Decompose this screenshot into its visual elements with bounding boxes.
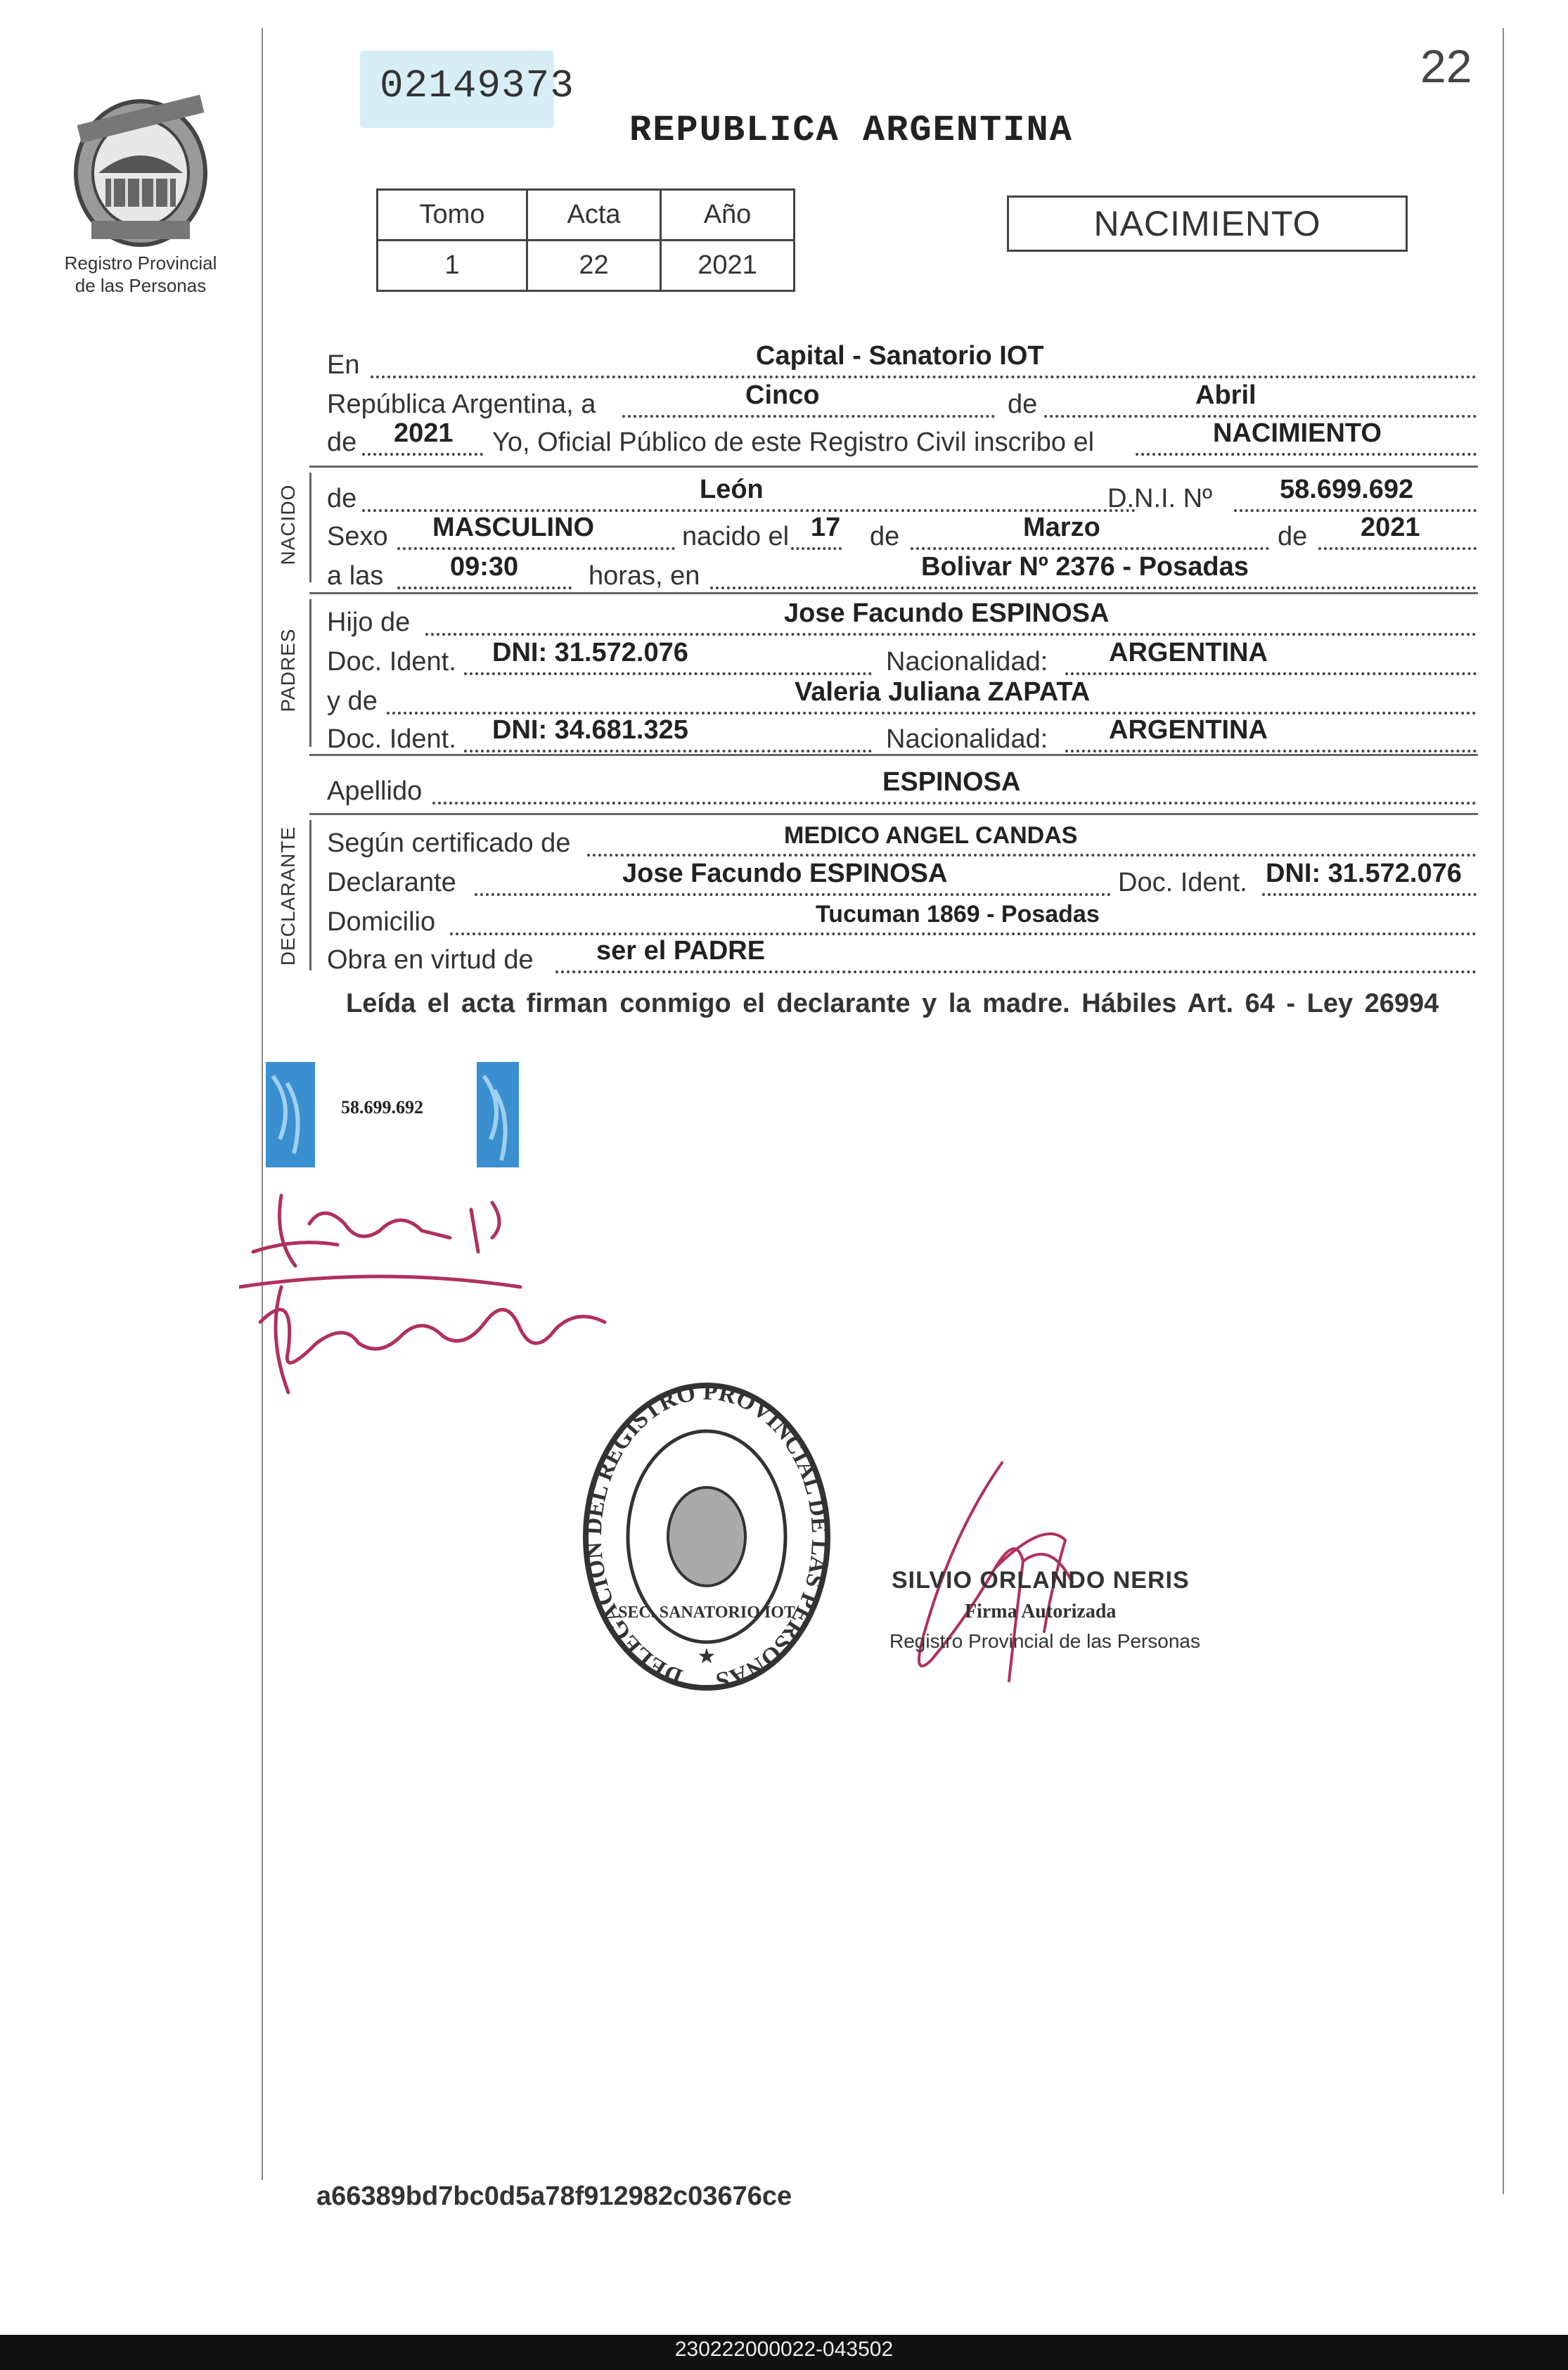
row-acting-as [327, 936, 1477, 975]
label-declarante: Declarante [327, 868, 456, 897]
value-father-nationality: ARGENTINA [1109, 638, 1268, 667]
label-dni-no: D.N.I. Nº [1107, 484, 1212, 513]
row-mother [327, 677, 1477, 716]
label-de-birth-month: de [870, 522, 900, 551]
svg-text:SEC. SANATORIO IOT: SEC. SANATORIO IOT [618, 1603, 795, 1622]
row-sex-birthdate [327, 513, 1477, 551]
record-reference-table [376, 188, 795, 292]
svg-text:★: ★ [697, 1645, 716, 1668]
label-domicilio: Domicilio [327, 907, 436, 937]
value-place: Capital - Sanatorio IOT [756, 341, 1044, 371]
label-nacionalidad-mother: Nacionalidad: [886, 724, 1048, 754]
value-birth-time: 09:30 [450, 552, 519, 582]
acta-value: 22 [527, 241, 661, 291]
value-address: Tucuman 1869 - Posadas [816, 901, 1100, 928]
label-segun-certificado: Según certificado de [327, 828, 571, 858]
authority-title: Firma Autorizada [965, 1601, 1117, 1622]
padres-bar [309, 599, 311, 747]
value-birth-day: 17 [811, 513, 841, 542]
row-declarant [327, 859, 1477, 897]
side-label-padres: PADRES [277, 628, 299, 712]
label-doc-ident-declarant: Doc. Ident. [1118, 868, 1247, 897]
serial-number: 02149373 [380, 63, 574, 108]
record-type-box: NACIMIENTO [1007, 196, 1408, 252]
value-birth-year: 2021 [1361, 513, 1420, 542]
separator-2 [309, 592, 1478, 594]
value-sex: MASCULINO [432, 513, 595, 542]
row-name [327, 475, 1477, 513]
row-father [327, 598, 1477, 637]
value-act-type: NACIMIENTO [1213, 418, 1382, 448]
declarante-bar [309, 820, 311, 971]
separator-1 [309, 466, 1478, 468]
value-father-doc: DNI: 31.572.076 [492, 638, 688, 667]
row-address [327, 902, 1477, 937]
label-y-de: y de [327, 686, 378, 716]
side-label-declarante: DECLARANTE [277, 826, 299, 966]
label-doc-ident-father: Doc. Ident. [327, 647, 456, 677]
ano-value: 2021 [661, 241, 795, 291]
row-surname [327, 767, 1477, 806]
page-number: 22 [1420, 40, 1472, 92]
row-year [327, 418, 1477, 457]
label-horas-en: horas, en [589, 561, 700, 591]
label-republica: República Argentina, a [327, 390, 596, 419]
footer-code: 230222000022-043502 [674, 2338, 894, 2361]
value-birth-place: Bolivar Nº 2376 - Posadas [921, 552, 1249, 582]
registry-name: Registro Provincial de las Personas [64, 252, 217, 296]
country-title: REPUBLICA ARGENTINA [629, 110, 1073, 151]
svg-text:DELEGACION DEL REGISTRO PROVIN: DELEGACION DEL REGISTRO PROVINCIAL DE LAS PERSONAS [580, 1378, 833, 1694]
label-en: En [327, 350, 360, 380]
side-label-nacido: NACIDO [277, 484, 299, 565]
label-apellido: Apellido [327, 776, 423, 806]
label-de-year: de [327, 428, 357, 457]
misiones-emblem-logo [63, 89, 218, 250]
declarant-mother-signatures [239, 1181, 633, 1414]
document-hash: a66389bd7bc0d5a78f912982c03676ce [316, 2182, 792, 2211]
value-name: León [700, 475, 764, 504]
authority-org: Registro Provincial de las Personas [889, 1630, 1200, 1652]
row-place [327, 341, 1477, 380]
nacido-bar [309, 473, 311, 582]
value-acting-as: ser el PADRE [596, 936, 766, 966]
left-margin-line [262, 28, 263, 2180]
label-de-name: de [327, 484, 357, 513]
label-nacido-el: nacido el [682, 522, 790, 551]
value-certificate-by: MEDICO ANGEL CANDAS [784, 822, 1078, 849]
value-year: 2021 [394, 418, 454, 448]
label-hijo-de: Hijo de [327, 608, 411, 637]
label-de-birth-year: de [1278, 522, 1308, 551]
ano-header: Año [661, 190, 795, 241]
label-yo-oficial: Yo, Oficial Público de este Registro Civil inscribo el [492, 428, 1095, 457]
row-father-doc [327, 638, 1477, 677]
registry-stamp [580, 1378, 833, 1695]
label-doc-ident-mother: Doc. Ident. [327, 724, 456, 754]
closing-statement: Leída el acta firman conmigo el declarante y la madre. Hábiles Art. 64 - Ley 26994 [346, 989, 1439, 1018]
value-surname: ESPINOSA [882, 767, 1021, 797]
separator-3 [309, 754, 1478, 756]
authority-name: SILVIO ORLANDO NERIS [892, 1567, 1190, 1594]
acta-header: Acta [527, 190, 661, 241]
row-birth-time-place [327, 552, 1477, 591]
label-a-las: a las [327, 561, 384, 591]
value-mother-doc: DNI: 34.681.325 [492, 715, 688, 745]
value-birth-month: Marzo [1023, 513, 1100, 542]
label-sexo: Sexo [327, 522, 388, 551]
value-month: Abril [1195, 380, 1257, 410]
dni-card-number: 58.699.692 [341, 1097, 423, 1117]
right-margin-line [1503, 28, 1504, 2194]
value-dni: 58.699.692 [1280, 475, 1414, 504]
value-day: Cinco [745, 380, 820, 410]
value-father-name: Jose Facundo ESPINOSA [784, 598, 1110, 628]
value-mother-name: Valeria Juliana ZAPATA [795, 677, 1091, 707]
value-mother-nationality: ARGENTINA [1109, 715, 1268, 745]
label-nacionalidad-father: Nacionalidad: [886, 647, 1048, 677]
row-mother-doc [327, 715, 1477, 754]
value-declarant-doc: DNI: 31.572.076 [1266, 859, 1462, 888]
tomo-header: Tomo [378, 190, 527, 241]
label-obra-en-virtud: Obra en virtud de [327, 945, 534, 975]
label-de-month: de [1008, 390, 1038, 419]
separator-4 [309, 813, 1478, 815]
row-date [327, 380, 1477, 419]
tomo-value: 1 [378, 241, 527, 291]
value-declarant-name: Jose Facundo ESPINOSA [622, 859, 948, 888]
row-certificate [327, 823, 1477, 858]
